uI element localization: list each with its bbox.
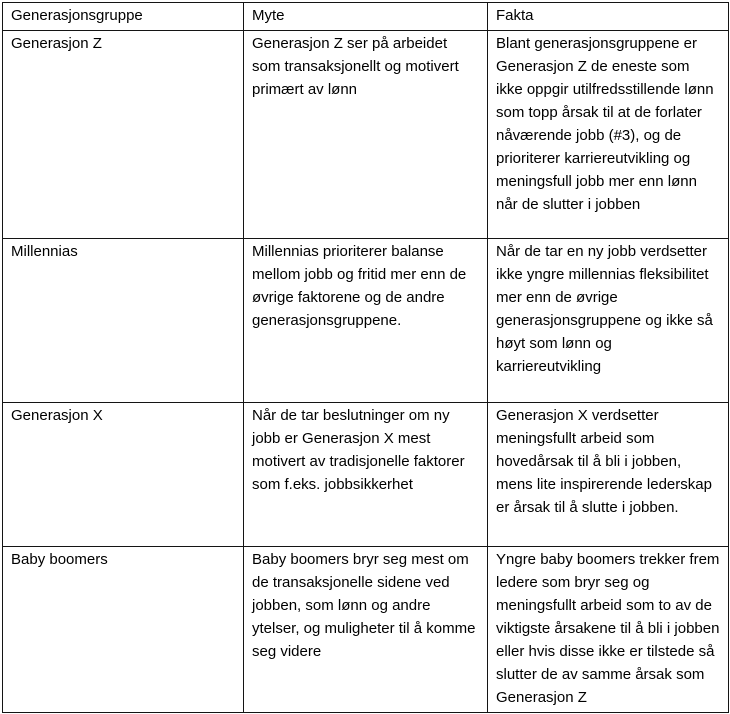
table-row: [3, 31, 729, 239]
group-cell: Baby boomers: [3, 547, 244, 713]
myte-cell: Baby boomers bryr seg mest om de transaksjonelle sidene ved jobben, som lønn og andre ytelser, og muligheter til å komme seg videre: [244, 547, 488, 713]
fakta-cell: Blant generasjonsgruppene er Generasjon Z de eneste som ikke oppgir utilfredsstillende lønn som topp årsak til at de forlater nåværende jobb (#3), og de prioriterer karriereutvikling og meningsfull jobb mer enn lønn når de slutter i jobben: [488, 31, 729, 239]
myte-cell: Generasjon Z ser på arbeidet som transaksjonellt og motivert primært av lønn: [244, 31, 488, 239]
group-cell: Generasjon Z: [3, 31, 244, 239]
table-row: [3, 403, 729, 547]
header-row: [3, 3, 729, 31]
fakta-cell: Når de tar en ny jobb verdsetter ikke yngre millennias fleksibilitet mer enn de øvrige generasjonsgruppene og ikke så høyt som lønn og karriereutvikling: [488, 239, 729, 403]
header-cell-generasjonsgruppe: Generasjonsgruppe: [3, 3, 244, 31]
fakta-cell: Generasjon X verdsetter meningsfullt arbeid som hovedårsak til å bli i jobben, mens lite inspirerende lederskap er årsak til å slutte i jobben.: [488, 403, 729, 547]
table-row: [3, 239, 729, 403]
generations-myth-fact-table: [2, 2, 729, 713]
group-cell: Millennias: [3, 239, 244, 403]
myte-cell: Når de tar beslutninger om ny jobb er Generasjon X mest motivert av tradisjonelle faktorer som f.eks. jobbsikkerhet: [244, 403, 488, 547]
group-cell: Generasjon X: [3, 403, 244, 547]
header-cell-myte: Myte: [244, 3, 488, 31]
fakta-cell: Yngre baby boomers trekker frem ledere som bryr seg og meningsfullt arbeid som to av de viktigste årsakene til å bli i jobben eller hvis disse ikke er tilstede så slutter de av samme årsak som Generasjon Z: [488, 547, 729, 713]
header-cell-fakta: Fakta: [488, 3, 729, 31]
myte-cell: Millennias prioriterer balanse mellom jobb og fritid mer enn de øvrige faktorene og de andre generasjonsgruppene.: [244, 239, 488, 403]
table-row: [3, 547, 729, 713]
